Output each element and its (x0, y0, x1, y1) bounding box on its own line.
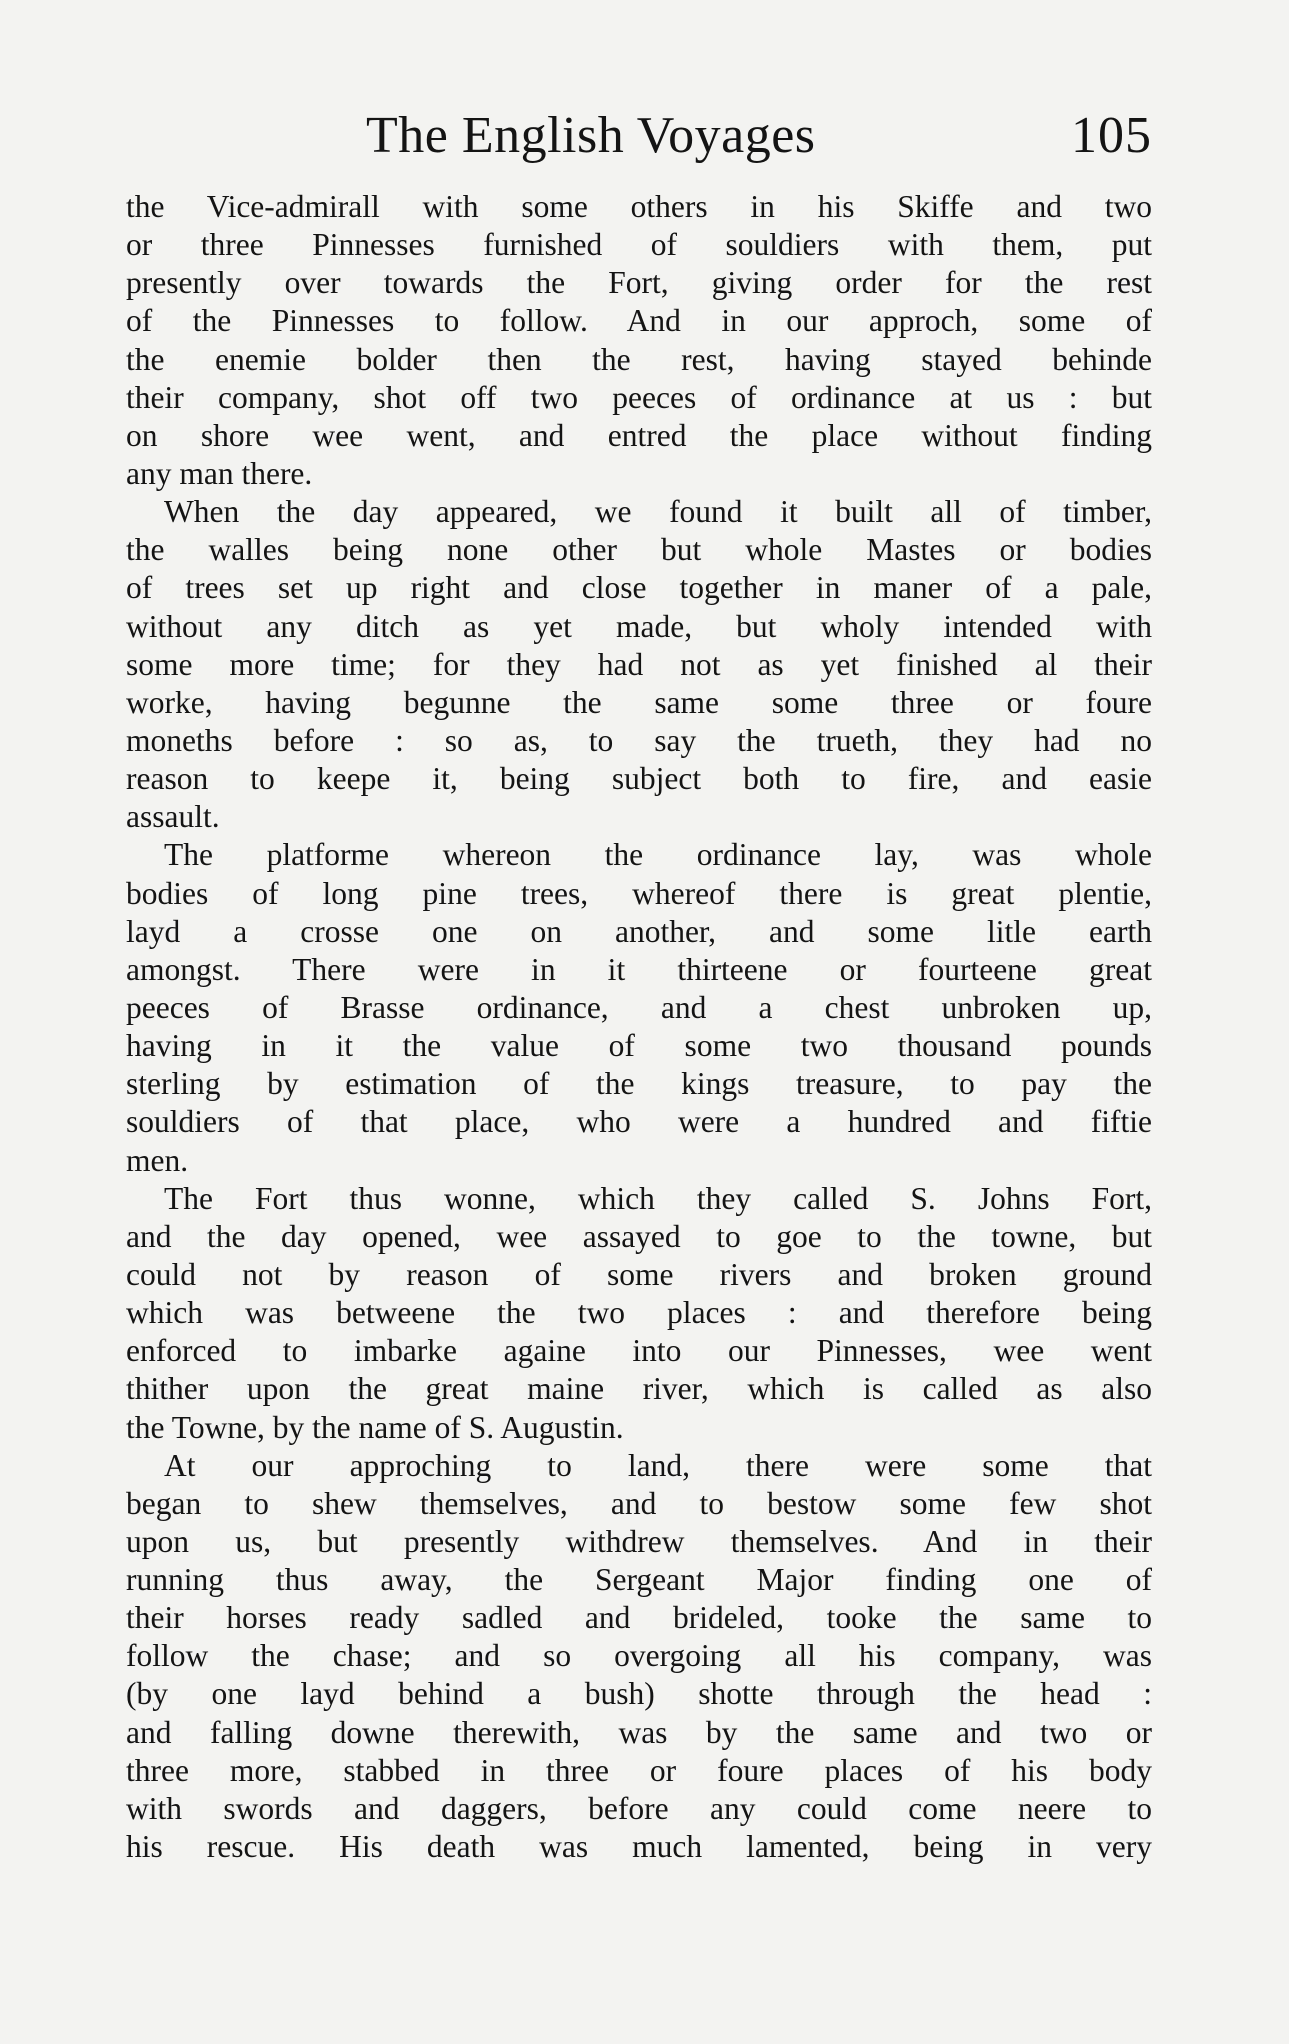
text-line: enforced to imbarke againe into our Pinnesses, wee went (126, 1333, 1152, 1369)
text-line: some more time; for they had not as yet finished al their (126, 646, 1152, 682)
body-text (126, 188, 1152, 1866)
text-line: At our approching to land, there were some that (164, 1447, 1152, 1483)
text-line: their company, shot off two peeces of ordinance at us : but (126, 379, 1152, 415)
text-line: (by one layd behind a bush) shotte through the head : (126, 1676, 1152, 1712)
text-line: layd a crosse one on another, and some litle earth (126, 913, 1152, 949)
text-line: sterling by estimation of the kings treasure, to pay the (126, 1066, 1152, 1102)
text-line: the Towne, by the name of S. Augustin. (126, 1409, 624, 1445)
paragraph (126, 1180, 1152, 1447)
text-line: with swords and daggers, before any could come neere to (126, 1790, 1152, 1826)
text-line: presently over towards the Fort, giving order for the rest (126, 265, 1152, 301)
text-line: the enemie bolder then the rest, having stayed behinde (126, 341, 1152, 377)
paragraph (126, 188, 1152, 493)
text-line: his rescue. His death was much lamented, being in very (126, 1829, 1152, 1865)
text-line: upon us, but presently withdrew themselves. And in their (126, 1523, 1152, 1559)
text-line: and falling downe therewith, was by the same and two or (126, 1714, 1152, 1750)
text-line: three more, stabbed in three or foure places of his body (126, 1752, 1152, 1788)
text-line: bodies of long pine trees, whereof there is great plentie, (126, 875, 1152, 911)
text-line: on shore wee went, and entred the place without finding (126, 417, 1152, 453)
text-line: of trees set up right and close together in maner of a pale, (126, 570, 1152, 606)
text-line: which was betweene the two places : and therefore being (126, 1295, 1152, 1331)
text-line: and the day opened, wee assayed to goe to the towne, but (126, 1218, 1152, 1254)
text-line: worke, having begunne the same some three or foure (126, 684, 1152, 720)
text-line: peeces of Brasse ordinance, and a chest unbroken up, (126, 989, 1152, 1025)
running-title: The English Voyages (366, 107, 816, 164)
text-line: running thus away, the Sergeant Major finding one of (126, 1562, 1152, 1598)
text-line: men. (126, 1142, 189, 1178)
text-line: souldiers of that place, who were a hundred and fiftie (126, 1104, 1152, 1140)
text-line: having in it the value of some two thousand pounds (126, 1028, 1152, 1064)
text-line: the Vice-admirall with some others in his Skiffe and two (126, 189, 1152, 224)
page-number: 105 (1071, 107, 1152, 164)
text-line: any man there. (126, 455, 313, 491)
text-line: follow the chase; and so overgoing all his company, was (126, 1638, 1152, 1674)
page-header (126, 106, 1152, 176)
text-line: of the Pinnesses to follow. And in our approch, some of (126, 303, 1152, 339)
text-line: The platforme whereon the ordinance lay, was whole (164, 837, 1152, 873)
text-line: assault. (126, 799, 220, 835)
text-line: amongst. There were in it thirteene or fourteene great (126, 951, 1152, 987)
paragraph (126, 1447, 1152, 1867)
text-line: reason to keepe it, being subject both to fire, and easie (126, 761, 1152, 797)
text-line: moneths before : so as, to say the trueth, they had no (126, 722, 1152, 758)
text-line: began to shew themselves, and to bestow some few shot (126, 1485, 1152, 1521)
text-line: When the day appeared, we found it built all of timber, (164, 494, 1152, 530)
text-line: the walles being none other but whole Mastes or bodies (126, 532, 1152, 568)
text-line: their horses ready sadled and brideled, tooke the same to (126, 1600, 1152, 1636)
text-line: or three Pinnesses furnished of souldiers with them, put (126, 227, 1152, 263)
paragraph (126, 493, 1152, 836)
paragraph (126, 836, 1152, 1179)
text-line: The Fort thus wonne, which they called S. Johns Fort, (164, 1180, 1152, 1216)
text-line: without any ditch as yet made, but wholy intended with (126, 608, 1152, 644)
text-line: could not by reason of some rivers and broken ground (126, 1256, 1152, 1292)
text-line: thither upon the great maine river, which is called as also (126, 1371, 1152, 1407)
